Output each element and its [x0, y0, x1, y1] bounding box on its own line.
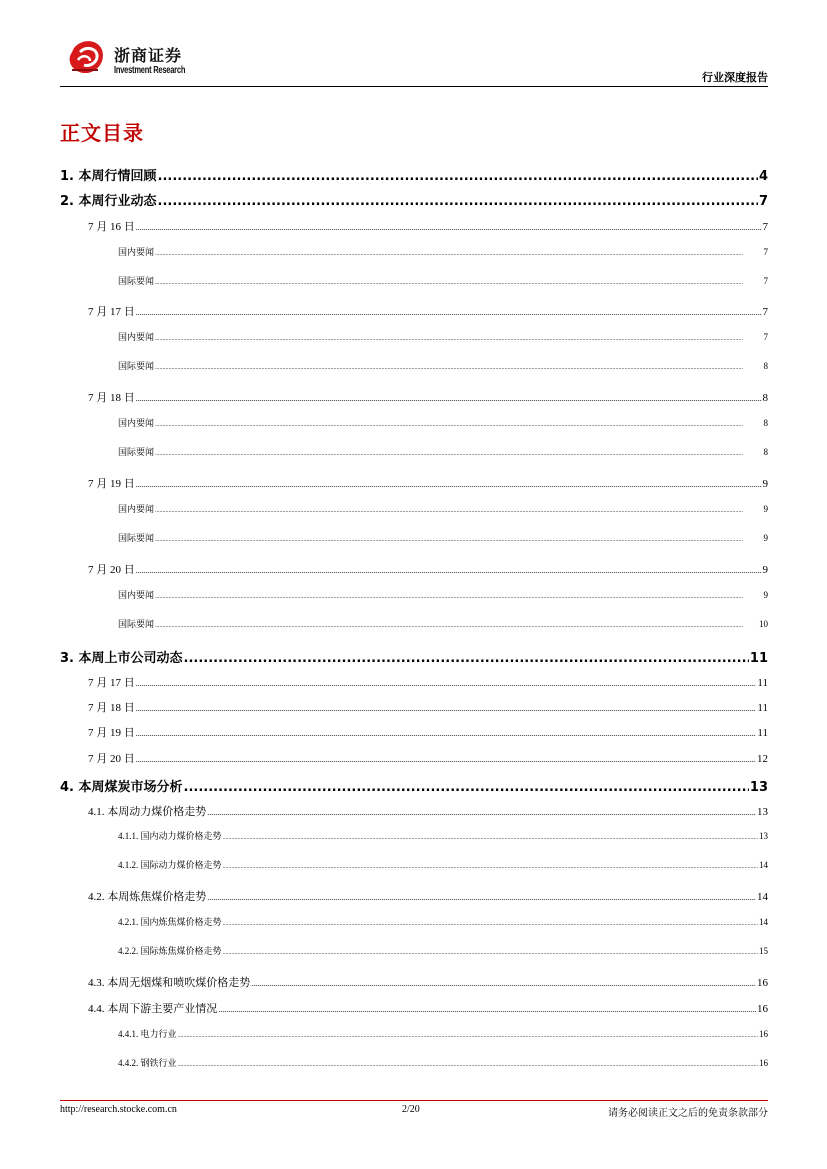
toc-leader-dots — [136, 704, 757, 713]
toc-entry-page: 11 — [757, 677, 768, 689]
toc-leader-dots — [155, 623, 758, 629]
toc-entry-page: 14 — [757, 891, 768, 903]
toc-leader-dots — [158, 194, 758, 209]
toc-leader-dots — [136, 223, 762, 232]
toc-entry-page: 13 — [749, 780, 768, 795]
page-header — [60, 38, 768, 88]
toc-entry-page: 10 — [759, 619, 768, 629]
toc-entry-label: 国内要闻 — [118, 590, 155, 600]
toc-entry[interactable] — [88, 803, 768, 819]
toc-entry-page: 16 — [759, 1058, 768, 1068]
toc-entry[interactable] — [88, 218, 768, 234]
toc-entry-page: 8 — [763, 447, 768, 457]
toc-entry[interactable] — [118, 915, 768, 928]
toc-entry-label: 7 月 19 日 — [88, 478, 135, 490]
toc-entry-page: 9 — [762, 478, 768, 490]
toc-entry-page: 13 — [759, 831, 768, 841]
toc-entry[interactable] — [88, 674, 768, 690]
toc-entry-label: 国内要闻 — [118, 504, 155, 514]
toc-leader-dots — [136, 308, 762, 317]
toc-leader-dots — [155, 280, 762, 286]
toc-entry-page: 13 — [757, 806, 768, 818]
toc-leader-dots — [223, 835, 758, 841]
toc-entry-label: 4.1. 本周动力煤价格走势 — [88, 806, 207, 818]
toc-entry-label: 国内要闻 — [118, 247, 155, 257]
toc-entry-page: 9 — [763, 504, 768, 514]
toc-leader-dots — [136, 566, 762, 575]
toc-entry[interactable] — [118, 274, 768, 287]
toc-leader-dots — [223, 921, 758, 927]
toc-entry-page: 8 — [763, 361, 768, 371]
footer-disclaimer: 请务必阅读正文之后的免责条款部分 — [608, 1108, 768, 1119]
report-type: 行业深度报告 — [702, 71, 768, 84]
toc-entry-label: 4.1.1. 国内动力煤价格走势 — [118, 831, 222, 841]
toc-entry-label: 7 月 17 日 — [88, 677, 135, 689]
toc-leader-dots — [218, 1005, 756, 1014]
toc-entry[interactable] — [118, 829, 768, 842]
toc-entry[interactable] — [118, 531, 768, 544]
toc-entry-label: 4.4.2. 钢铁行业 — [118, 1058, 177, 1068]
toc-leader-dots — [178, 1062, 758, 1068]
toc-entry-page: 9 — [763, 590, 768, 600]
toc-entry-page: 15 — [759, 946, 768, 956]
toc-entry-page: 16 — [759, 1029, 768, 1039]
toc-entry-page: 11 — [749, 651, 768, 666]
toc-leader-dots — [136, 480, 762, 489]
footer-url[interactable]: http://research.stocke.com.cn — [60, 1104, 177, 1115]
toc-leader-dots — [223, 950, 758, 956]
toc-entry[interactable] — [118, 858, 768, 871]
toc-entry-page: 7 — [763, 276, 768, 286]
toc-entry-label: 国际要闻 — [118, 447, 155, 457]
footer-page-number: 2/20 — [402, 1104, 420, 1115]
toc-entry-label: 4.1.2. 国际动力煤价格走势 — [118, 860, 222, 870]
toc-leader-dots — [155, 336, 762, 342]
toc-entry[interactable] — [118, 445, 768, 458]
toc-entry-label: 国际要闻 — [118, 276, 155, 286]
toc-entry[interactable] — [118, 245, 768, 258]
toc-title: 正文目录 — [60, 121, 144, 145]
toc-leader-dots — [184, 651, 749, 666]
logo-english: Investment Research — [114, 65, 186, 76]
toc-entry[interactable] — [118, 944, 768, 957]
toc-leader-dots — [223, 864, 758, 870]
toc-leader-dots — [207, 893, 756, 902]
toc-leader-dots — [207, 808, 756, 817]
toc-entry-label: 国内要闻 — [118, 418, 155, 428]
toc-entry-page: 8 — [763, 418, 768, 428]
toc-entry[interactable] — [88, 389, 768, 405]
toc-entry[interactable] — [118, 617, 768, 630]
toc-leader-dots — [155, 594, 762, 600]
toc-entry-label: 国内要闻 — [118, 332, 155, 342]
toc-entry[interactable] — [88, 561, 768, 577]
toc-entry-page: 7 — [762, 306, 768, 318]
toc-entry-label: 4.4. 本周下游主要产业情况 — [88, 1003, 218, 1015]
toc-entry[interactable] — [88, 699, 768, 715]
toc-entry-page: 14 — [759, 860, 768, 870]
toc-entry-page: 7 — [763, 247, 768, 257]
toc-entry[interactable] — [88, 724, 768, 740]
toc-entry-label: 国际要闻 — [118, 619, 155, 629]
toc-entry[interactable] — [88, 750, 768, 766]
toc-leader-dots — [155, 422, 762, 428]
toc-entry-label: 7 月 18 日 — [88, 702, 135, 714]
toc-entry-page: 16 — [757, 1003, 768, 1015]
logo-chinese: 浙商证券 — [114, 46, 183, 65]
toc-entry-label: 7 月 17 日 — [88, 306, 135, 318]
header-divider — [60, 86, 768, 87]
toc-entry-label: 7 月 16 日 — [88, 221, 135, 233]
toc-entry[interactable] — [60, 190, 768, 209]
toc-entry[interactable] — [60, 647, 768, 666]
toc-leader-dots — [155, 537, 762, 543]
toc-entry-page: 7 — [758, 194, 768, 209]
toc-leader-dots — [155, 451, 762, 457]
toc-entry-label: 4. 本周煤炭市场分析 — [60, 780, 183, 795]
footer-divider — [60, 1100, 768, 1101]
toc-leader-dots — [184, 780, 749, 795]
toc-entry[interactable] — [118, 1056, 768, 1069]
toc-entry[interactable] — [118, 502, 768, 515]
toc-entry-label: 1. 本周行情回顾 — [60, 169, 157, 184]
toc-entry-label: 国际要闻 — [118, 361, 155, 371]
toc-entry[interactable] — [118, 359, 768, 372]
toc-leader-dots — [251, 979, 756, 988]
toc-entry-label: 4.2. 本周炼焦煤价格走势 — [88, 891, 207, 903]
toc-entry[interactable] — [88, 475, 768, 491]
toc-entry-label: 3. 本周上市公司动态 — [60, 651, 183, 666]
toc-entry-label: 7 月 20 日 — [88, 753, 135, 765]
toc-entry-page: 7 — [762, 221, 768, 233]
toc-entry[interactable] — [60, 165, 768, 184]
toc-entry-page: 11 — [757, 727, 768, 739]
toc-leader-dots — [136, 729, 757, 738]
toc-entry-label: 国际要闻 — [118, 533, 155, 543]
toc-entry-label: 7 月 18 日 — [88, 392, 135, 404]
toc-entry-page: 16 — [757, 977, 768, 989]
toc-entry-page: 9 — [763, 533, 768, 543]
toc-entry-label: 4.2.1. 国内炼焦煤价格走势 — [118, 917, 222, 927]
toc-leader-dots — [178, 1033, 758, 1039]
toc-leader-dots — [136, 679, 757, 688]
toc-entry[interactable] — [118, 330, 768, 343]
toc-entry[interactable] — [60, 776, 768, 795]
toc-leader-dots — [155, 251, 762, 257]
toc-leader-dots — [136, 394, 762, 403]
toc-entry-page: 9 — [762, 564, 768, 576]
toc-entry-page: 14 — [759, 917, 768, 927]
toc-leader-dots — [155, 365, 762, 371]
toc-entry-label: 7 月 19 日 — [88, 727, 135, 739]
toc-entry[interactable] — [118, 416, 768, 429]
toc-entry[interactable] — [88, 888, 768, 904]
logo-icon — [68, 40, 106, 76]
toc-entry-page: 8 — [762, 392, 768, 404]
toc-entry-label: 4.2.2. 国际炼焦煤价格走势 — [118, 946, 222, 956]
toc-entry[interactable] — [118, 588, 768, 601]
toc-entry-page: 12 — [757, 753, 768, 765]
toc-entry-page: 11 — [757, 702, 768, 714]
toc-entry[interactable] — [88, 303, 768, 319]
toc-entry-page: 4 — [758, 169, 768, 184]
toc-leader-dots — [155, 508, 762, 514]
toc-entry-label: 4.3. 本周无烟煤和喷吹煤价格走势 — [88, 977, 251, 989]
toc-leader-dots — [136, 755, 756, 764]
toc-entry[interactable] — [118, 1027, 768, 1040]
toc-entry-page: 7 — [763, 332, 768, 342]
toc-leader-dots — [158, 169, 758, 184]
toc-entry[interactable] — [88, 1000, 768, 1016]
toc-entry-label: 2. 本周行业动态 — [60, 194, 157, 209]
toc-entry-label: 7 月 20 日 — [88, 564, 135, 576]
toc-entry[interactable] — [88, 974, 768, 990]
toc-entry-label: 4.4.1. 电力行业 — [118, 1029, 177, 1039]
